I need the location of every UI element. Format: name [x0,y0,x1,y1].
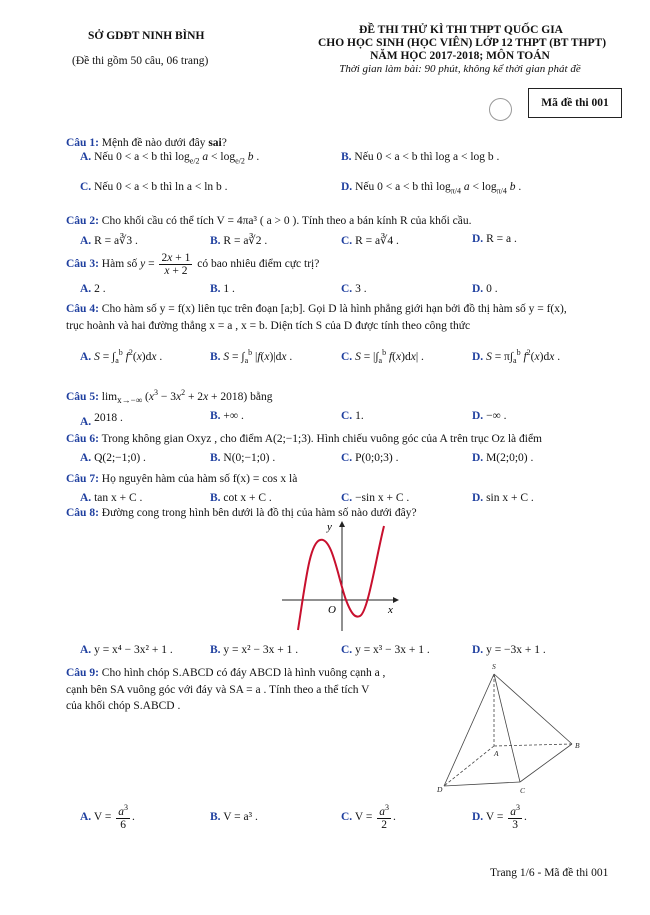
q7-option-d[interactable]: D. sin x + C . [472,492,534,504]
exam-title-3: NĂM HỌC 2017-2018; MÔN TOÁN [370,50,550,62]
question-6: Câu 6: Trong không gian Oxyz , cho điểm A(2;−1;3). Hình chiếu vuông góc của A trên trục Oz là điểm [66,433,543,445]
q4-option-d[interactable]: D. $S = \pi\int_a^b$ $f^2(x)dx$ . [472,348,561,366]
exam-title-1: ĐỀ THI THỬ KÌ THI THPT QUỐC GIA [359,24,563,36]
q9-option-d[interactable]: D. V = $\frac{a^3}{3}$ . [472,803,527,831]
exam-code: Mã đề thi 001 [541,97,609,109]
q9-option-b[interactable]: B. V = a³ . [210,811,258,823]
q5-option-c[interactable]: C. 1. [341,410,364,422]
q5-option-a[interactable]: A. 2018 . [80,412,123,428]
q3-option-a[interactable]: A. 2 . [80,283,106,295]
q4-option-a[interactable]: A. $S = \int_a^b$ $f^2(x)dx$ . [80,348,163,366]
question-2: Câu 2: Cho khối cầu có thể tích V = 4πa³ ( a > 0 ). Tính theo a bán kính R của khối cầu. [66,215,472,227]
q2-option-d[interactable]: D. R = a . [472,233,517,245]
question-5: Câu 5: $\lim_{x\to-\infty} (x^3 - 3x^2 + 2x + 2018)$ bằng [66,388,273,406]
exam-time: Thời gian làm bài: 90 phút, không kể thời gian phát đề [339,63,581,75]
question-4: Câu 4: Cho hàm số y = f(x) liên tục trên đoạn [a;b]. Gọi D là hình phẳng giới hạn bởi đồ thị hàm số y = f(x), [66,303,567,315]
vertex-a-label: A [494,749,499,758]
page-count-note: (Đề thi gồm 50 câu, 06 trang) [72,55,209,67]
q7-option-a[interactable]: A. tan x + C . [80,492,143,504]
question-1: Câu 1: Mệnh đề nào dưới đây sai? [66,137,227,149]
q3-option-d[interactable]: D. 0 . [472,283,498,295]
question-7: Câu 7: Họ nguyên hàm của hàm số f(x) = cos x là [66,473,298,485]
cubic-curve [298,526,384,630]
q2-option-b[interactable]: B. R = a∛2 . [210,235,268,247]
q7-option-c[interactable]: C. −sin x + C . [341,492,410,504]
function-graph [280,518,405,633]
q1-option-a[interactable]: A. Nếu 0 < a < b thì $\log_{e/2} a < \log_{e/2} b$ . [80,151,260,166]
vertex-b-label: B [575,741,580,750]
question-8: Câu 8: Đường cong trong hình bên dưới là đồ thị của hàm số nào dưới đây? [66,507,417,519]
exam-title-2: CHO HỌC SINH (HỌC VIÊN) LỚP 12 THPT (BT THPT) [317,37,607,49]
q6-option-a[interactable]: A. Q(2;−1;0) . [80,452,146,464]
q3-option-b[interactable]: B. 1 . [210,283,235,295]
q2-option-c[interactable]: C. R = a∛4 . [341,235,399,247]
vertex-c-label: C [520,786,526,795]
q8-option-b[interactable]: B. y = x² − 3x + 1 . [210,644,299,656]
q6-option-c[interactable]: C. P(0;0;3) . [341,452,399,464]
y-axis-label: y [327,521,332,533]
vertex-d-label: D [437,785,443,794]
q4-option-c[interactable]: C. $S = |\int_a^b$ f(x)dx| . [341,348,424,366]
punch-circle [489,98,512,121]
dept-name: SỞ GDĐT NINH BÌNH [88,30,205,42]
q3-option-c[interactable]: C. 3 . [341,283,367,295]
q6-option-b[interactable]: B. N(0;−1;0) . [210,452,276,464]
q1-option-d[interactable]: D. Nếu 0 < a < b thì $\log_{\pi/4} a < \log_{\pi/4} b$ . [341,181,522,196]
page-footer: Trang 1/6 - Mã đề thi 001 [490,867,609,879]
q1-option-b[interactable]: B. Nếu 0 < a < b thì log a < log b . [341,151,500,163]
question-9: Câu 9: Cho hình chóp S.ABCD có đáy ABCD là hình vuông cạnh a , [66,667,386,679]
x-axis-label: x [388,604,393,616]
origin-label: O [328,604,336,616]
q7-option-b[interactable]: B. cot x + C . [210,492,272,504]
q5-option-d[interactable]: D. −∞ . [472,410,507,422]
q8-option-d[interactable]: D. y = −3x + 1 . [472,644,546,656]
q1-option-c[interactable]: C. Nếu 0 < a < b thì ln a < ln b . [80,181,228,193]
q8-option-c[interactable]: C. y = x³ − 3x + 1 . [341,644,430,656]
q4-option-b[interactable]: B. $S = \int_a^b$ |f(x)|dx . [210,348,293,366]
question-9-line2: cạnh bên SA vuông góc với đáy và SA = a . Tính theo a thể tích V [66,684,370,696]
q5-option-b[interactable]: B. +∞ . [210,410,244,422]
question-3: Câu 3: Hàm số y = $\frac{2x + 1}{x + 2}$ có bao nhiêu điểm cực trị? [66,252,320,278]
question-9-line3: của khối chóp S.ABCD . [66,700,181,712]
q9-option-a[interactable]: A. V = $\frac{a^3}{6}$ . [80,803,135,831]
q9-option-c[interactable]: C. V = $\frac{a^3}{2}$ . [341,803,396,831]
exam-code-box [528,88,622,118]
pyramid-figure [432,660,592,800]
q6-option-d[interactable]: D. M(2;0;0) . [472,452,534,464]
question-4-line2: trục hoành và hai đường thẳng x = a , x = b. Diện tích S của D được tính theo công thức [66,320,471,332]
vertex-s-label: S [492,662,496,671]
q2-option-a[interactable]: A. R = a∛3 . [80,235,138,247]
q8-option-a[interactable]: A. y = x⁴ − 3x² + 1 . [80,644,173,656]
